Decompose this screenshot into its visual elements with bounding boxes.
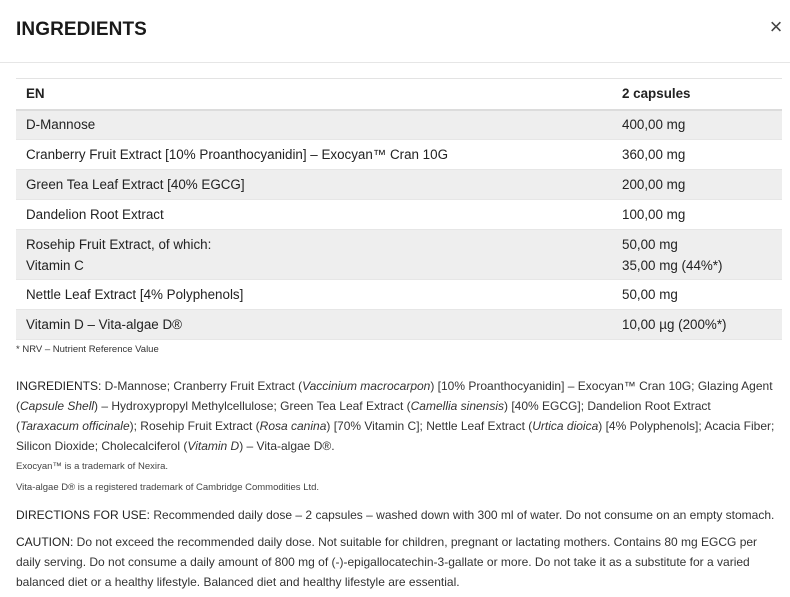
table-row — [16, 170, 782, 200]
ingredient-amount: 10,00 µg (200%*) — [612, 310, 782, 340]
ingredient-amount: 360,00 mg — [612, 140, 782, 170]
ingredient-name: Cranberry Fruit Extract [10% Proanthocyanidin] – Exocyan™ Cran 10G — [16, 140, 612, 170]
ingredients-text: ) [40% EGCG]; Dandelion Root Extract ( — [16, 399, 711, 433]
ingredient-name: Green Tea Leaf Extract [40% EGCG] — [16, 170, 612, 200]
latin-name: Capsule Shell — [20, 399, 95, 413]
latin-name: Vaccinium macrocarpon — [302, 379, 431, 393]
latin-name: Camellia sinensis — [410, 399, 505, 413]
ingredient-name: Vitamin D – Vita-algae D® — [16, 310, 612, 340]
ingredient-name: Dandelion Root Extract — [16, 200, 612, 230]
table-row — [16, 280, 782, 310]
ingredients-text: ) – Vita-algae D®. — [239, 439, 335, 453]
directions-label: DIRECTIONS FOR USE: — [16, 508, 151, 522]
ingredients-text: ) – Hydroxypropyl Methylcellulose; Green Tea Leaf Extract ( — [94, 399, 411, 413]
ingredients-text: ) [70% Vitamin C]; Nettle Leaf Extract ( — [326, 419, 533, 433]
ingredients-table — [16, 78, 782, 340]
ingredients-text: ); Rosehip Fruit Extract ( — [129, 419, 260, 433]
ingredients-text: D-Mannose; Cranberry Fruit Extract ( — [101, 379, 303, 393]
directions-text: Recommended daily dose – 2 capsules – washed down with 300 ml of water. Do not consume on an empty stomach. — [150, 508, 775, 522]
table-header-row — [16, 79, 782, 110]
ingredients-label: INGREDIENTS: — [16, 379, 102, 393]
table-row — [16, 310, 782, 340]
nrv-footnote: * NRV – Nutrient Reference Value — [16, 344, 159, 355]
ingredient-name: Nettle Leaf Extract [4% Polyphenols] — [16, 280, 612, 310]
ingredient-amount: 200,00 mg — [612, 170, 782, 200]
ingredient-amount: 400,00 mg — [612, 110, 782, 140]
modal-title: INGREDIENTS — [16, 19, 147, 40]
ingredient-amount-cell — [612, 230, 782, 280]
ingredient-name: D-Mannose — [16, 110, 612, 140]
caution-paragraph — [16, 532, 776, 592]
latin-name: Taraxacum officinale — [20, 419, 130, 433]
latin-name: Urtica dioica — [532, 419, 599, 433]
ingredient-amount: 50,00 mg — [612, 280, 782, 310]
table-row — [16, 230, 782, 280]
ingredients-text: ) [10% Proanthocyanidin] – Exocyan™ Cran 10G; Glazing Agent ( — [16, 379, 773, 413]
trademark-vitaalgae: Vita-algae D® is a registered trademark of Cambridge Commodities Ltd. — [16, 482, 320, 493]
header-divider — [0, 62, 790, 63]
ingredients-text: ) [4% Polyphenols]; Acacia Fiber; Silicon Dioxide; Cholecalciferol ( — [16, 419, 775, 453]
ingredient-amount: 50,00 mg — [622, 236, 678, 252]
table-row — [16, 200, 782, 230]
column-header-name: EN — [16, 79, 612, 110]
ingredient-name-cell — [16, 230, 612, 280]
column-header-amount: 2 capsules — [612, 79, 782, 110]
latin-name: Vitamin D — [187, 439, 240, 453]
ingredient-amount: 100,00 mg — [612, 200, 782, 230]
trademark-exocyan: Exocyan™ is a trademark of Nexira. — [16, 461, 169, 472]
latin-name: Rosa canina — [259, 419, 327, 433]
close-icon[interactable]: × — [769, 14, 783, 39]
table-row — [16, 140, 782, 170]
caution-label: CAUTION: — [16, 535, 74, 549]
caution-text: Do not exceed the recommended daily dose. Not suitable for children, pregnant or lactating mothers. Contains 80 mg EGCG per daily serving. Do not consume a daily amount of 800 mg of (-)-epigallocatechin-3-gallate or more. Do not take it as a substitute for a varied balanced diet or a healthy lifestyle. Balanced diet and healthy lifestyle are essential. — [16, 535, 758, 589]
ingredients-paragraph — [16, 376, 776, 456]
directions-paragraph — [16, 505, 776, 525]
table-row — [16, 110, 782, 140]
ingredient-sub-amount: 35,00 mg (44%*) — [622, 257, 723, 273]
ingredient-sub-name: Vitamin C — [26, 257, 84, 273]
ingredient-name: Rosehip Fruit Extract, of which: — [26, 236, 212, 252]
